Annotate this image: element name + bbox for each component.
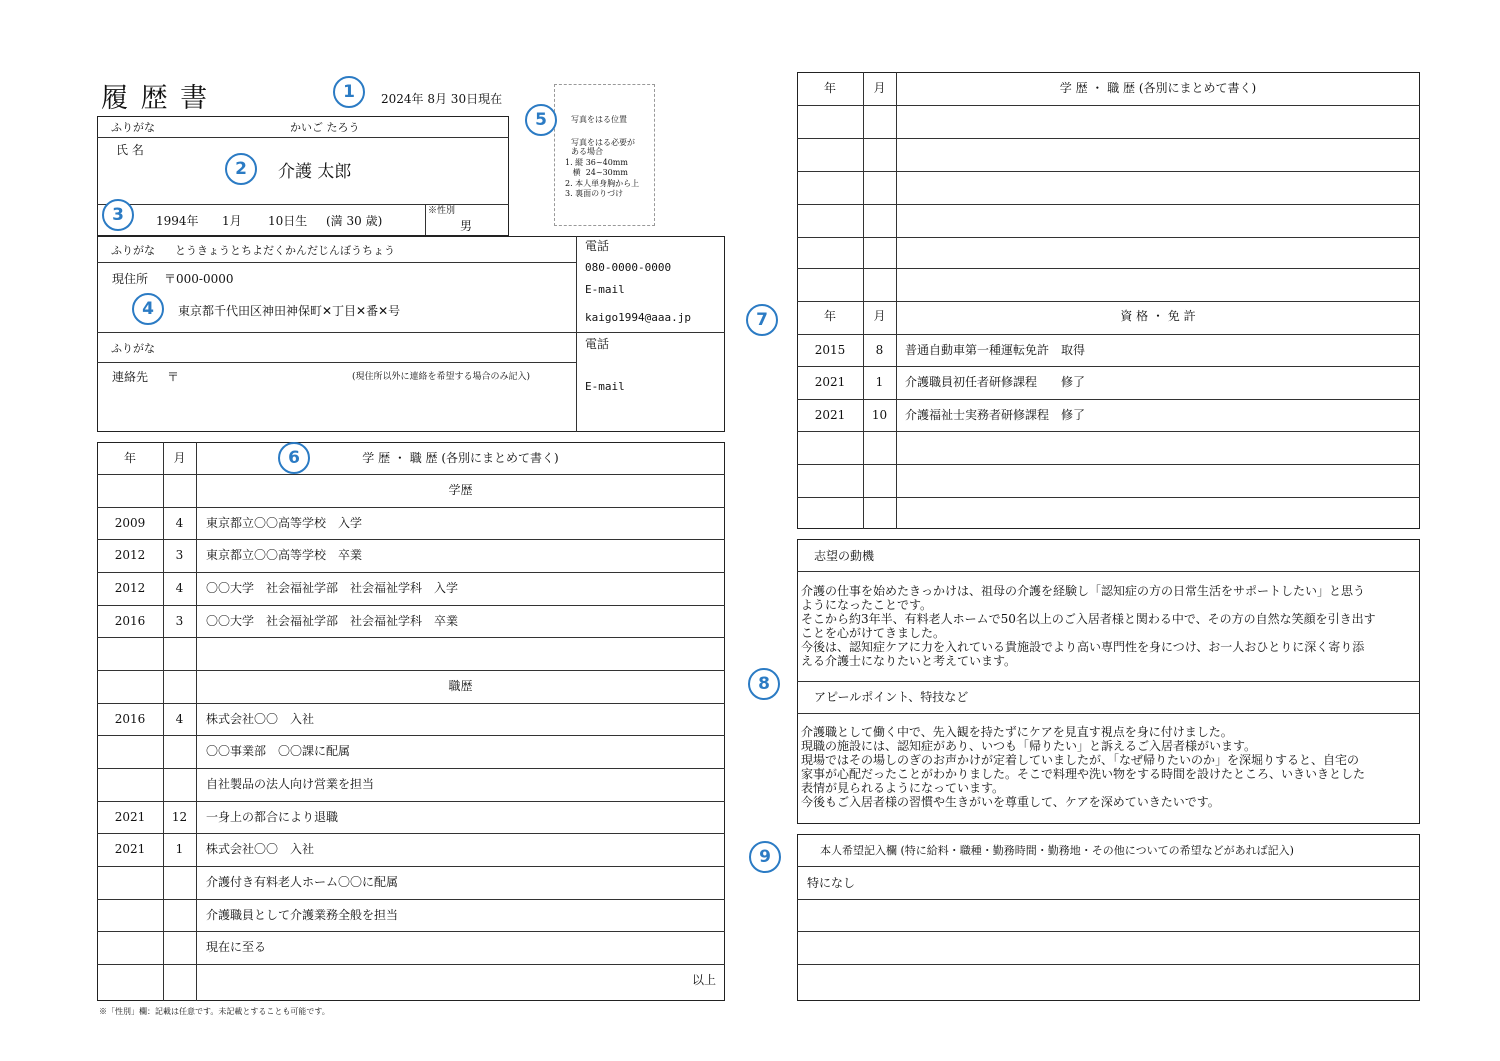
page-title: 履 歴 書 [101, 83, 210, 114]
history-row-year[interactable]: 2012 [114, 581, 146, 595]
contact-email-label: E-mail [585, 380, 625, 393]
history-row-end: 以上 [691, 972, 716, 987]
history-right-col-year: 年 [823, 81, 836, 95]
history-right-row[interactable] [897, 106, 1419, 137]
appeal-line[interactable]: 家事が心配だったことがわかりました。そこで料理や洗い物をする時間を設けたところ、いきいきとした [801, 767, 1366, 781]
gender-value[interactable]: 男 [460, 219, 473, 233]
history-row-month[interactable]: 12 [171, 809, 188, 824]
history-row-year[interactable]: 2021 [114, 842, 146, 857]
birth-day[interactable]: 10日生 [268, 214, 308, 228]
license-row-text[interactable]: 介護福祉士実務者研修課程 修了 [905, 407, 1086, 422]
address-label: 現住所 [112, 272, 149, 286]
marker-7: 7 [746, 304, 778, 336]
phone-label: 電話 [585, 239, 610, 253]
address-furigana-label: ふりがな [111, 244, 155, 257]
photo-line5: 2. 本人単身胸から上 [565, 179, 640, 188]
document-date: 2024年 8月 30日現在 [381, 92, 503, 106]
history-row-section: 職歴 [448, 678, 473, 693]
history-right-col-header: 学 歴 ・ 職 歴 (各別にまとめて書く) [1059, 81, 1257, 95]
wishes-value[interactable]: 特になし [807, 876, 856, 890]
history-row-year[interactable]: 2016 [114, 711, 146, 726]
history-row-section: 学歴 [448, 483, 473, 497]
license-row-month[interactable]: 8 [875, 342, 884, 357]
history-row-text[interactable]: 介護付き有料老人ホーム〇〇に配属 [206, 874, 399, 889]
motivation-label: 志望の動機 [814, 549, 875, 563]
motivation-line[interactable]: 今後は、認知症ケアに力を入れている貴施設でより高い専門性を身につけ、お一人おひとりに深く寄り添 [801, 640, 1365, 654]
history-row-text[interactable]: 現在に至る [206, 940, 267, 955]
motivation-line[interactable]: ようになったことです。 [801, 598, 933, 612]
history-right-row[interactable] [897, 238, 1419, 269]
history-left-col-month: 月 [173, 451, 186, 465]
name-furigana-label: ふりがな [111, 121, 155, 134]
history-row-text[interactable]: 株式会社〇〇 入社 [206, 842, 315, 857]
photo-line3: 1. 縦 36~40mm [565, 158, 628, 167]
history-left-col-header: 学 歴 ・ 職 歴 (各別にまとめて書く) [362, 451, 559, 465]
history-row-text[interactable]: 〇〇事業部 〇〇課に配属 [206, 744, 351, 759]
history-row-month[interactable]: 1 [175, 842, 184, 857]
history-row-month[interactable]: 4 [175, 581, 184, 595]
name-value[interactable]: 介護 太郎 [278, 162, 352, 182]
license-row-year[interactable]: 2021 [814, 375, 846, 390]
history-row-month[interactable]: 4 [175, 515, 184, 530]
contact-note: (現住所以外に連絡を希望する場合のみ記入) [352, 372, 531, 382]
name-furigana-value[interactable]: かいご たろう [290, 121, 360, 134]
name-label: 氏 名 [116, 143, 144, 157]
history-row-text[interactable]: 東京都立〇〇高等学校 卒業 [206, 548, 363, 563]
appeal-line[interactable]: 介護職として働く中で、先入観を持たずにケアを見直す視点を身に付けました。 [801, 725, 1233, 739]
license-row-year[interactable]: 2015 [814, 342, 846, 357]
history-row-text[interactable]: 自社製品の法人向け営業を担当 [206, 776, 375, 791]
gender-label: ※性別 [428, 206, 456, 216]
history-row-text[interactable]: 〇〇大学 社会福祉学部 社会福祉学科 卒業 [206, 613, 459, 628]
licenses-col-month: 月 [873, 309, 886, 323]
marker-1: 1 [333, 76, 365, 108]
motivation-line[interactable]: える介護士になりたいと考えています。 [801, 654, 1017, 668]
license-row-text[interactable]: 普通自動車第一種運転免許 取得 [905, 342, 1086, 357]
contact-label: 連絡先 [112, 370, 149, 384]
marker-9: 9 [749, 841, 781, 873]
history-right-row[interactable] [897, 205, 1419, 236]
licenses-col-year: 年 [823, 309, 836, 323]
birth-month[interactable]: 1月 [222, 214, 242, 228]
marker-5: 5 [525, 104, 557, 136]
birth-year[interactable]: 1994年 [156, 214, 199, 228]
footnote: ※「性別」欄：記載は任意です。未記載とすることも可能です。 [99, 1007, 330, 1016]
history-row-text[interactable]: 〇〇大学 社会福祉学部 社会福祉学科 入学 [206, 581, 459, 595]
appeal-line[interactable]: 現場ではその場しのぎのお声かけが定着していましたが、「なぜ帰りたいのか」を深堀りすると、自宅の [801, 753, 1360, 767]
appeal-line[interactable]: 表情が見られるようになっています。 [801, 781, 1005, 795]
contact-postal[interactable]: 〒 [167, 370, 180, 384]
history-row-year[interactable]: 2016 [114, 613, 146, 628]
history-row-month[interactable]: 3 [175, 613, 184, 628]
history-row-month[interactable]: 4 [175, 711, 184, 726]
appeal-line[interactable]: 現職の施設には、認知症があり、いつも「帰りたい」と訴えるご入居者様がいます。 [801, 739, 1257, 753]
license-row-text[interactable]: 介護職員初任者研修課程 修了 [905, 375, 1086, 390]
photo-line6: 3. 裏面のりづけ [565, 189, 624, 198]
history-right-col-month: 月 [873, 81, 886, 95]
marker-8: 8 [748, 668, 780, 700]
wishes-label: 本人希望記入欄 (特に給料・職種・勤務時間・勤務地・その他についての希望などがあれば記入) [820, 844, 1294, 857]
licenses-col-header: 資 格 ・ 免 許 [1120, 309, 1196, 323]
history-row-year[interactable]: 2012 [114, 548, 146, 563]
photo-line1: 写真をはる必要が [571, 138, 635, 147]
license-row-month[interactable]: 10 [871, 407, 888, 422]
contact-furigana-label: ふりがな [111, 342, 155, 355]
contact-phone-label: 電話 [585, 337, 610, 351]
marker-3: 3 [102, 199, 134, 231]
motivation-line[interactable]: ことを心がけてきました。 [801, 626, 946, 640]
appeal-line[interactable]: 今後もご入居者様の習慣や生きがいを尊重して、ケアを深めていきたいです。 [801, 795, 1220, 809]
history-row-text[interactable]: 東京都立〇〇高等学校 入学 [206, 515, 363, 530]
history-row-year[interactable]: 2009 [114, 515, 146, 530]
motivation-line[interactable]: 介護の仕事を始めたきっかけは、祖母の介護を経験し「認知症の方の日常生活をサポートしたい」と思う [801, 584, 1366, 598]
photo-title: 写真をはる位置 [571, 115, 627, 124]
history-left-col-year: 年 [123, 451, 136, 465]
age[interactable]: (満 30 歳) [326, 214, 383, 228]
motivation-line[interactable]: そこから約3年半、有料老人ホームで50名以上のご入居者様と関わる中で、その方の自然な笑顔を引き出す [801, 612, 1376, 626]
photo-placeholder[interactable] [554, 84, 655, 226]
address-value[interactable]: 東京都千代田区神田神保町✕丁目✕番✕号 [178, 304, 401, 318]
history-row-text[interactable]: 株式会社〇〇 入社 [206, 711, 315, 726]
email-label: E-mail [585, 283, 625, 296]
photo-line4: 横 24~30mm [565, 168, 628, 177]
wishes-block [797, 834, 1420, 1001]
history-right-row[interactable] [897, 139, 1419, 170]
phone-value[interactable]: 080-0000-0000 [585, 261, 672, 274]
address-postal[interactable]: 〒000-0000 [164, 272, 234, 286]
photo-line2: ある場合 [571, 147, 603, 156]
license-row-year[interactable]: 2021 [814, 407, 846, 422]
marker-4: 4 [132, 293, 164, 325]
history-right-row[interactable] [897, 269, 1419, 300]
history-row-text[interactable]: 一身上の都合により退職 [206, 809, 339, 824]
history-right-row[interactable] [897, 172, 1419, 203]
marker-6: 6 [278, 442, 310, 474]
marker-2: 2 [225, 153, 257, 185]
history-row-month[interactable]: 3 [175, 548, 184, 563]
license-row-month[interactable]: 1 [875, 375, 884, 390]
address-furigana-value[interactable]: とうきょうとちよだくかんだじんぼうちょう [175, 244, 395, 257]
appeal-label: アピールポイント、特技など [814, 690, 969, 704]
email-value[interactable]: kaigo1994@aaa.jp [585, 311, 691, 324]
history-row-text[interactable]: 介護職員として介護業務全般を担当 [206, 907, 399, 922]
history-row-year[interactable]: 2021 [114, 809, 146, 824]
